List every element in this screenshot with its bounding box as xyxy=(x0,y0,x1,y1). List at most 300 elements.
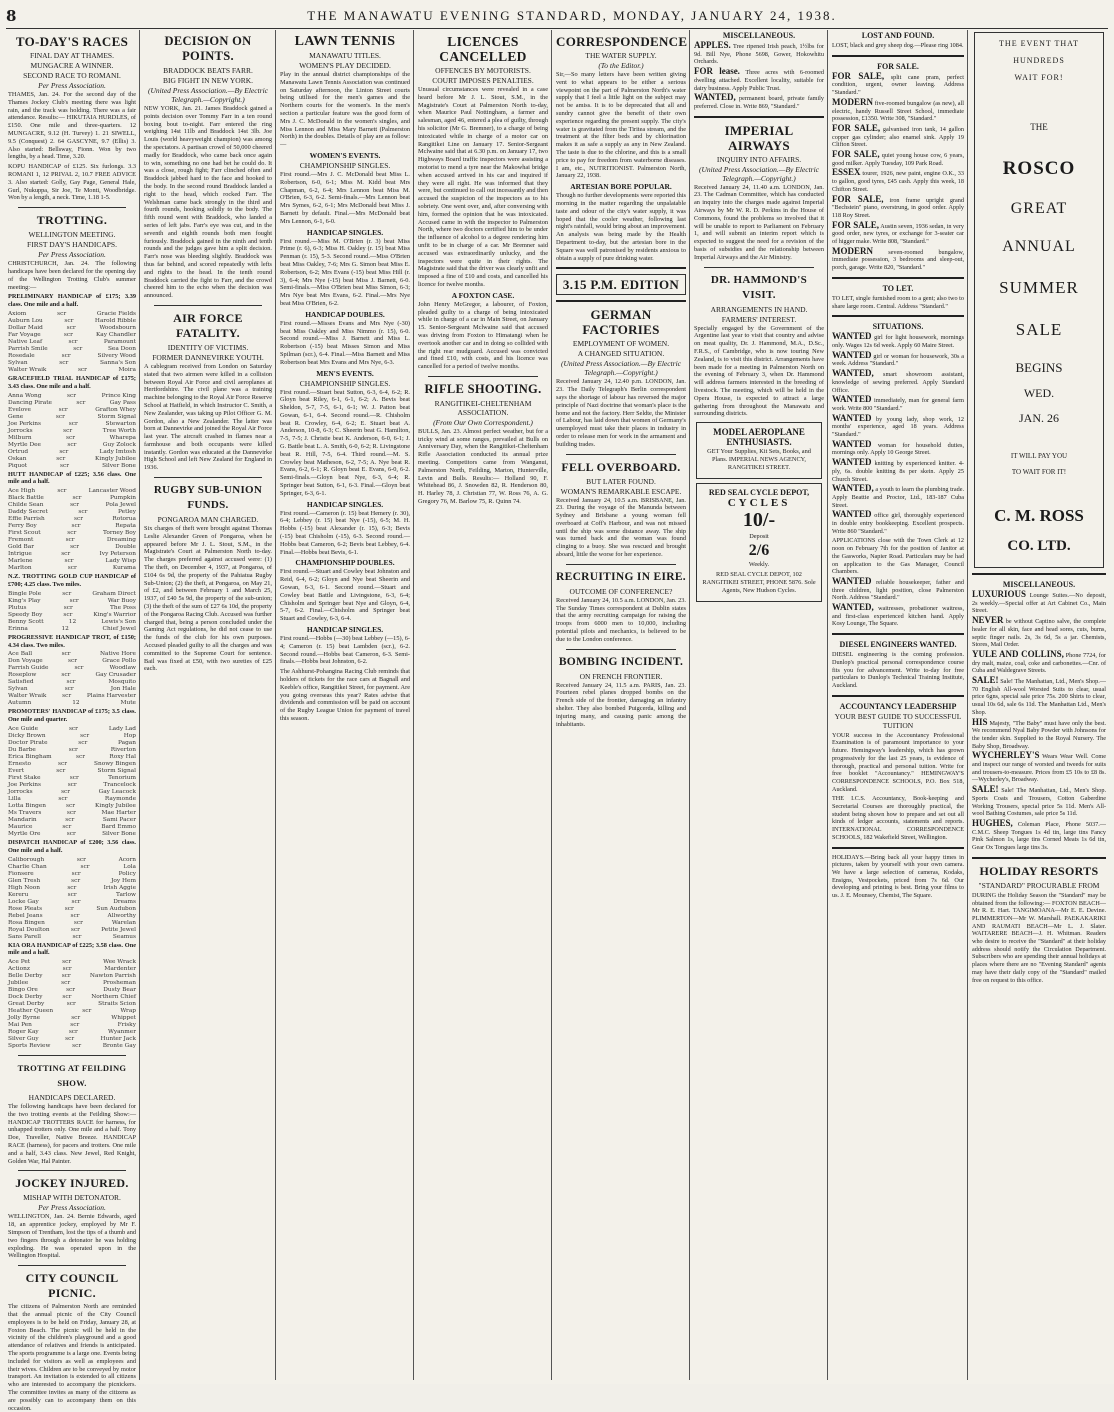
handicap-entry xyxy=(8,1008,136,1015)
aero-heading: MODEL AEROPLANE ENTHUSIASTS. xyxy=(713,427,805,448)
handicap-entry xyxy=(8,456,136,463)
entry-flag: scr xyxy=(70,544,80,551)
entry-other: Stewarton xyxy=(105,420,136,427)
entry-flag: scr xyxy=(66,987,76,994)
handicap-list xyxy=(8,591,136,633)
handicap-list xyxy=(8,726,136,838)
entry-horse: Mandarin xyxy=(8,816,37,823)
classified-ad xyxy=(972,752,1106,784)
handicap-heading: PROGRESSIVE HANDICAP TROT, of £150; 4.34 class. Two miles. xyxy=(8,633,136,649)
overboard-subhead: WOMAN'S REMARKABLE ESCAPE. xyxy=(560,486,682,496)
entry-horse: Far Voyage xyxy=(8,331,41,338)
rosco-company-suffix: CO. LTD. xyxy=(1007,538,1071,554)
entry-horse: Roseplow xyxy=(8,672,37,679)
ad-lead-word: WANTED xyxy=(832,509,872,520)
entry-flag: scr xyxy=(72,495,82,502)
entry-horse: Kereru xyxy=(8,891,29,898)
classified-ad xyxy=(832,96,964,123)
entry-other: Silver Bone xyxy=(102,462,136,469)
handicap-entry xyxy=(8,913,136,920)
handicap-list xyxy=(8,959,136,1050)
situations-ad-list xyxy=(832,333,964,535)
ad-lead-word: FOR SALE, xyxy=(832,193,884,204)
entry-horse: Auburn Lou xyxy=(8,317,43,324)
entry-flag: scr xyxy=(62,590,72,597)
entry-horse: Roger Kay xyxy=(8,1029,39,1036)
handicap-entry xyxy=(8,700,136,707)
decision-headline: DECISION ON POINTS. xyxy=(164,34,252,63)
rosco-tagline: WAIT FOR! xyxy=(1014,73,1064,82)
entry-other: Harold Ribble xyxy=(94,317,136,324)
entry-horse: Myrtle Dee xyxy=(8,441,41,448)
entry-flag: scr xyxy=(62,994,72,1001)
entry-other: Lady Imtosh xyxy=(99,448,136,455)
entry-horse: High Noon xyxy=(8,884,40,891)
entry-flag: scr xyxy=(74,516,84,523)
ad-lead-word: WANTED, xyxy=(832,602,874,613)
handicap-entry xyxy=(8,831,136,838)
ad-text: smart showroom assistant, knowledge of sewing preferred. Apply Standard Office. xyxy=(832,371,964,394)
ad-lead-word: WANTED, xyxy=(694,92,736,103)
entry-horse: Jorrocks xyxy=(8,788,33,795)
entry-other: Paramount xyxy=(103,338,136,345)
entry-other: Straits Scion xyxy=(98,1001,136,1008)
diesel-heading: DIESEL ENGINEERS WANTED. xyxy=(839,640,957,650)
entry-other: Rotorua xyxy=(112,516,136,523)
ad-lead-word: SALE! xyxy=(972,784,999,795)
holiday-headline: HOLIDAY RESORTS xyxy=(979,863,1099,878)
handicap-entry xyxy=(8,857,136,864)
handicap-entry xyxy=(8,400,136,407)
entry-other: Sami Pacer xyxy=(102,816,136,823)
rosco-wed: WED. xyxy=(1023,386,1055,400)
entry-other: Ivy Peterson xyxy=(99,551,136,558)
entry-flag: scr xyxy=(57,760,67,767)
entry-horse: Benny Scott xyxy=(8,618,44,625)
ad-text: girl for light housework, mornings only. Wages 12s 6d week. Apply 60 Maire Street. xyxy=(832,334,964,349)
entry-flag: scr xyxy=(74,665,84,672)
bombing-headline: BOMBING INCIDENT. xyxy=(558,655,684,668)
fatality-headline: AIR FORCE FATALITY. xyxy=(173,310,243,340)
entry-horse: Locke Gay xyxy=(8,898,39,905)
entry-flag: scr xyxy=(62,959,72,966)
handicap-entry xyxy=(8,733,136,740)
entry-flag: scr xyxy=(65,537,75,544)
classified-ad xyxy=(694,94,824,110)
ad-text: Coleman Place, Phone 5037.—C.M.C. Sheep Tongues 1s 4d tin, large tins Fancy Pink Salmon 1s, large tins Corned Meats 1s 6d tin, Gear Ox Tongues large tins 3s. xyxy=(972,820,1106,852)
entry-flag: scr xyxy=(76,856,86,863)
entry-horse: Gold Bar xyxy=(8,544,35,551)
entry-horse: Lilla xyxy=(8,795,21,802)
decision-agency: (United Press Association.—By Electric Telegraph.—Copyright.) xyxy=(148,86,268,104)
entry-other: Jon Hale xyxy=(110,686,136,693)
handicap-heading: GRACEFIELD TRIAL HANDICAP of £175; 3.43 class. One mile and a half. xyxy=(8,374,136,390)
german-headline: GERMAN FACTORIES xyxy=(582,307,660,338)
entry-flag: scr xyxy=(62,693,72,700)
classified-ad xyxy=(972,648,1106,675)
handicap-entry xyxy=(8,488,136,495)
entry-horse: Joe Perkins xyxy=(8,420,42,427)
entry-horse: Silver Guy xyxy=(8,1036,39,1043)
entry-horse: Walter Wraik xyxy=(8,366,47,373)
page-number: 8 xyxy=(6,7,17,25)
entry-flag: scr xyxy=(71,898,81,905)
handicap-list xyxy=(8,651,136,707)
airways-subhead: INQUIRY INTO AFFAIRS. xyxy=(716,154,802,164)
entry-horse: Native Leaf xyxy=(8,338,43,345)
results-body: First round.—Misses Evans and Mrs Nye (-30) beat Miss Oakley and Miss Nimmo (r. 15), 6-0. Second round.—Miss J. Barnett and Miss L. Robertson (-15) beat Misses Simon and Miss Spilman (scr.), 6-4. Final.—Miss Barnett and Miss Robertson beat Mrs Evans and Mrs Nye, 6-3. xyxy=(280,319,410,366)
handicap-entry xyxy=(8,885,136,892)
ad-text: Majesty, "The Baby" must have only the best. We recommend Nyal Baby Powder with Johnsons for the tender skin. Supplied to the Royal Nursery. The Baby Shop, Broadway. xyxy=(972,719,1106,750)
entry-horse: Sylvan xyxy=(8,686,28,693)
entry-flag: scr xyxy=(61,788,71,795)
entry-other: Torney Boy xyxy=(103,530,136,537)
entry-horse: Don Voyage xyxy=(8,658,43,665)
entry-other: Irish Aggie xyxy=(103,884,136,891)
section-subhead: CHAMPIONSHIP SINGLES. xyxy=(299,378,391,388)
jockey-headline: JOCKEY INJURED. xyxy=(15,1176,129,1191)
entry-horse: Lotta Bingen xyxy=(8,802,47,809)
entry-flag: scr xyxy=(78,509,88,516)
results-body: First round.—Cameron (r. 15) beat Hemery (r. 30), 6-4; Lebbey (r. 15) beat Nye (-15), 6-5; M. H. Hobbs (-15) beat Alexander (r. 15), 6-3; Bevis (-15) beat Chisholm (-15), 6-3. Second round.—Hobbs beat Cameron, 6-2; Bevis beat Lebbey, 6-4. Final.—Hobbs beat Bevis, 6-1. xyxy=(280,509,410,556)
situations-more-list xyxy=(832,575,964,628)
ad-text: split cane pram, perfect condition, urgent, owner leaving. Address "Standard." xyxy=(832,73,964,97)
entry-horse: Dock Derby xyxy=(8,994,43,1001)
section-heading: CHAMPIONSHIP DOUBLES. xyxy=(295,558,395,568)
classified-ad xyxy=(832,219,964,246)
entry-other: Grafton Whey xyxy=(95,406,136,413)
lost-heading: LOST AND FOUND. xyxy=(861,31,935,40)
ad-lead-word: APPLES. xyxy=(694,40,731,50)
ad-lead-word: FOR lease. xyxy=(694,66,740,77)
ad-text: Tree ripened Irish peach, 1½lbs for 9d. Bill Nye, Phone 5698, Gower, Hokowhitu Orchards. xyxy=(694,43,824,66)
entry-flag: scr xyxy=(56,767,66,774)
entry-other: Grace Pollo xyxy=(102,658,136,665)
entry-other: Dusty Bear xyxy=(103,987,136,994)
rosco-sale-ad xyxy=(974,32,1104,568)
section-heading: MEN'S EVENTS. xyxy=(316,368,374,378)
handicap-entry xyxy=(8,906,136,913)
forsale-heading: FOR SALE. xyxy=(877,61,919,71)
handicap-list xyxy=(8,488,136,572)
entry-horse: Bingle Pole xyxy=(8,590,42,597)
ad-text: reliable housekeeper, father and three children, light position, close Palmerston North. Address "Standard." xyxy=(832,578,964,602)
entry-horse: Sylvan xyxy=(8,359,28,366)
kopu-results: KOPU HANDICAP of £125. Six furlongs. 3.3 ROMANI 1, 12 PRIVAL 2, 10.7 FREE ADVICE 3. Also started: Golly, Gay Page, General Hale, Gurl, Nukuppa, Sir Joe, Te Monti, Woodbridge. Won by a length, a neck. Time, 1.18 1-5. xyxy=(8,163,136,202)
column-6 xyxy=(690,30,828,1380)
entry-other: Warelan xyxy=(111,919,136,926)
bombing-body: Received January 24, 11.5 a.m. PARIS, Jan. 23. Fourteen rebel planes dropped bombs on the French side of the frontier, damaging an infantry shelter. They also bombed Puigcerda, killing and injuring many, and causing panic among the inhabitants. xyxy=(556,681,686,728)
overboard-body: Received January 24, 10.5 a.m. BRISBANE, Jan. 23. During the voyage of the Manunda between Sydney and Brisbane a young woman fell overboard at Coff's Harbour, and was not missed until the ship was some distance away. The ship was turned back and the woman was found clinging to a buoy. She was rescued and brought aboard, little the worse for her experience. xyxy=(556,496,686,559)
handicap-heading: HUTT HANDICAP of £225; 3.56 class. One mile and a half. xyxy=(8,470,136,486)
entry-flag: scr xyxy=(82,1008,92,1015)
entry-other: Kingly Jubilee xyxy=(95,455,136,462)
handicap-entry xyxy=(8,796,136,803)
entry-horse: Jolly Byrne xyxy=(8,1015,41,1022)
entry-flag: scr xyxy=(80,732,90,739)
handicap-entry xyxy=(8,973,136,980)
ad-text: waitresses, probationer waitress, and first-class experienced kitchen hand. Apply Kosy Lounge, The Square. xyxy=(832,605,964,628)
entry-other: Raymonde xyxy=(104,795,136,802)
handicap-heading: DISPATCH HANDICAP of £200; 3.56 class. One mile and a half. xyxy=(8,838,136,854)
ad-text: quiet young house cow, 6 years, good milker. Apply Tuesday, 109 Park Road. xyxy=(832,152,964,167)
entry-flag: scr xyxy=(67,891,77,898)
cycle-depot: RED SEAL CYCLE DEPOT, xyxy=(708,487,810,497)
entry-flag: scr xyxy=(66,324,76,331)
entry-horse: Caliborough xyxy=(8,856,45,863)
ad-text: woman for household duties, mornings only. Apply 10 George Street. xyxy=(832,441,964,457)
bombing-subhead: ON FRENCH FRONTIER. xyxy=(579,671,663,681)
entry-flag: scr xyxy=(64,905,74,912)
handicap-heading: KIA ORA HANDICAP of £225; 3.58 class. One mile and a half. xyxy=(8,941,136,957)
column-7 xyxy=(828,30,968,1380)
classified-ad xyxy=(972,591,1106,615)
handicap-heading: N.Z. TROTTING GOLD CUP HANDICAP of £700; 4.25 class. Two miles. xyxy=(8,573,136,588)
handicap-entry xyxy=(8,360,136,367)
entry-other: Acorn xyxy=(118,856,136,863)
german-agency: (United Press Association.—By Electric Telegraph.—Copyright.) xyxy=(561,359,681,378)
handicap-entry xyxy=(8,980,136,987)
entry-horse: Plutus xyxy=(8,604,27,611)
ad-text: iron frame upright grand "Bechstein" piano, overstrung, in good order. Apply 118 Roy Street. xyxy=(832,196,964,219)
entry-horse: Fionsere xyxy=(8,870,34,877)
entry-other: Mae Harter xyxy=(101,809,136,816)
entry-horse: Childe Sean xyxy=(8,502,44,509)
entry-flag: scr xyxy=(73,345,83,352)
handicap-entry xyxy=(8,754,136,761)
entry-other: Wharepa xyxy=(109,434,136,441)
handicap-entry xyxy=(8,994,136,1001)
decision-subhead: BIG FIGHT IN NEW YORK. xyxy=(162,76,254,85)
german-subhead: A CHANGED SITUATION. xyxy=(577,349,665,359)
tennis-headline: LAWN TENNIS xyxy=(294,34,396,49)
entry-horse: Charlie Chan xyxy=(8,863,47,870)
handicap-entry xyxy=(8,824,136,831)
handicap-entry xyxy=(8,449,136,456)
handicap-entry xyxy=(8,878,136,885)
entry-flag: scr xyxy=(64,558,74,565)
entry-horse: Satisfied xyxy=(8,679,34,686)
entry-flag: scr xyxy=(68,338,78,345)
ad-text: by young lady, shop work, 12 months' experience, aged 18 years. Address "Standard." xyxy=(832,415,964,439)
entry-horse: Erica Bingham xyxy=(8,753,52,760)
rosco-tagline: THE EVENT THAT xyxy=(999,39,1079,48)
trotting-headline: TROTTING. xyxy=(36,213,108,228)
entry-other: Pagan xyxy=(118,739,136,746)
entry-other: Bronte Gay xyxy=(102,1043,136,1050)
entry-flag: scr xyxy=(77,366,87,373)
licences-subhead: COURT IMPOSES PENALTIES. xyxy=(432,76,534,85)
tolet-heading: TO LET. xyxy=(882,283,914,293)
handicap-entry xyxy=(8,665,136,672)
entry-other: Repata xyxy=(115,523,136,530)
ad-text: knitting by experienced knitter. 4-ply, 6s. double knitting 8s per skein. Apply 25 Church Street. xyxy=(832,460,964,483)
entry-flag: scr xyxy=(66,809,76,816)
results-body: First round.—Hobbs (—30) beat Lebbey (—15), 6-4; Cameron (r. 15) beat Lambden (scr.), 6-2. Second round.—Hobbs beat Cameron, 6-3. Semi-finals.—Hobbs beat Johnston, 6-2. xyxy=(280,635,410,666)
handicap-entry xyxy=(8,339,136,346)
entry-horse: First Scout xyxy=(8,530,41,537)
ad-lead-word: WANTED, xyxy=(832,368,874,379)
entry-horse: Farrish Guide xyxy=(8,665,49,672)
entry-horse: Ernesto xyxy=(8,760,31,767)
entry-other: King's Warrior xyxy=(93,611,136,618)
ad-text: tourer, 1926, new paint, engine O.K., 33 to gallon, good tyres, £45 cash. Apply this week, 18 Chifton Street. xyxy=(832,170,964,193)
accountancy-heading: ACCOUNTANCY LEADERSHIP xyxy=(839,701,957,711)
ad-lead-word: WANTED xyxy=(832,438,872,449)
section-heading: HANDICAP DOUBLES. xyxy=(305,309,385,319)
entry-horse: First Stake xyxy=(8,774,41,781)
entry-other: Trancelock xyxy=(103,781,136,788)
entry-flag: scr xyxy=(72,933,82,940)
entry-other: Mute xyxy=(120,700,136,707)
accountancy-ad: YOUR success in the Accountancy Professional Examination is of paramount importance to your future. Hemingway's leadership, which has grown progressively for the last 25 years, is evidence of thorough, practical and personal tuition. Write for free booklet "Accountancy." HEMINGWAY'S CORRESPONDENCE SCHOOLS, P.O. Box 518, Auckland. xyxy=(832,731,964,793)
entry-other: The Poss xyxy=(110,604,136,611)
entry-other: Hunter Jack xyxy=(100,1036,136,1043)
entry-horse: Jorrocks xyxy=(8,427,33,434)
classified-ad xyxy=(972,677,1106,717)
entry-flag: scr xyxy=(78,739,88,746)
handicap-entry xyxy=(8,726,136,733)
entry-flag: scr xyxy=(70,502,80,509)
rosco-pay: TO WAIT FOR IT! xyxy=(1011,468,1067,476)
handicap-entry xyxy=(8,810,136,817)
ad-text: Three acres with 6-roomed dwelling attached. Excellent locality, suitable for dairy business. Apply Public Trust. xyxy=(694,69,824,92)
entry-other: Silver Bone xyxy=(102,830,136,837)
classified-ad xyxy=(832,396,964,412)
entry-other: Graham Direct xyxy=(92,590,136,597)
ad-lead-word: WANTED xyxy=(832,457,872,468)
handicap-entry xyxy=(8,325,136,332)
entry-flag: scr xyxy=(70,1022,80,1029)
handicap-entry xyxy=(8,502,136,509)
handicap-entry xyxy=(8,693,136,700)
handicap-entry xyxy=(8,605,136,612)
handicap-entry xyxy=(8,591,136,598)
jockey-body: WELLINGTON, Jan. 24. Bernie Edwards, aged 18, an apprentice jockey, employed by Mr F. Simpson of Trentham, lost the tips of a thumb and two fingers through a detonator he was holding exploding. He was operated upon in the Wellington Hospital. xyxy=(8,1213,136,1260)
handicap-entry xyxy=(8,747,136,754)
classified-ad xyxy=(832,604,964,628)
entry-flag: scr xyxy=(65,816,75,823)
handicap-entry xyxy=(8,927,136,934)
foxton-body: John Henry McGregor, a labourer, of Foxton, pleaded guilty to a charge of being intoxicated while in charge of a car in Main Street, on January 15. Senior-Sergeant Mclwaine said that accused was driving from Foxton to Himatangi when he overtook another car and in doing so collided with the right rear mudguard. Accused was convicted and fined £10, with costs, and his licence was cancelled for a period of twelve months. xyxy=(418,300,548,371)
entry-horse: Glen Tresh xyxy=(8,877,41,884)
ad-lead-word: WANTED xyxy=(832,412,872,423)
ad-lead-word: YULE AND COLLINS, xyxy=(972,648,1064,659)
misc-ad-list xyxy=(694,42,824,111)
entry-horse: Joe Perkins xyxy=(8,781,42,788)
hammond-subhead: ARRANGEMENTS IN HAND. xyxy=(710,304,808,314)
misc-ad-list xyxy=(972,591,1106,852)
correspondence-to: (To the Editor.) xyxy=(598,61,644,70)
entry-flag: scr xyxy=(58,795,68,802)
handicap-entry xyxy=(8,428,136,435)
handicap-entry xyxy=(8,686,136,693)
entry-horse: Myrtle Ore xyxy=(8,830,41,837)
entry-flag: scr xyxy=(71,1015,81,1022)
entry-other: Roxy Hal xyxy=(109,753,136,760)
entry-flag: scr xyxy=(66,830,76,837)
classified-ad xyxy=(832,438,964,457)
results-body: First round.—Stuart and Cowley beat Johnston and Reid, 6-4, 6-2; Gloyn and Nye beat Sheerin and Gowan, 6-3, 6-1. Second round.—Stuart and Cowley beat Battle and Livingstone, 6-3, 6-4; Chisholm and Springer beat Nye and Gloyn, 6-4, 5-7, 6-2. Final.—Chisholm and Springer beat Stuart and Cowley, 6-3, 6-4. xyxy=(280,568,410,623)
entry-horse: Rebel Jeans xyxy=(8,912,43,919)
classified-ad xyxy=(972,786,1106,818)
handicap-entry xyxy=(8,414,136,421)
rifle-headline: RIFLE SHOOTING. xyxy=(424,381,542,396)
entry-horse: Dollar Maid xyxy=(8,324,43,331)
entry-flag: scr xyxy=(59,359,69,366)
ad-lead-word: WANTED, xyxy=(832,483,874,494)
entry-flag: scr xyxy=(61,672,71,679)
handicap-entry xyxy=(8,651,136,658)
overboard-headline: FELL OVERBOARD. xyxy=(561,459,681,474)
handicap-entry xyxy=(8,1036,136,1043)
ad-text: Phone 7724, for dry malt, maize, coal, coke and carbonettes.—Cnr. of Cuba and Waldegrave Streets. xyxy=(972,651,1106,675)
entry-flag: scr xyxy=(58,406,68,413)
entry-flag: scr xyxy=(64,317,74,324)
handicap-entry xyxy=(8,775,136,782)
entry-flag: scr xyxy=(67,781,77,788)
handicap-entry xyxy=(8,1001,136,1008)
hammond-body: Specially engaged by the Government of the Argentine last year to visit that country and advise on meat quality, Dr. J. Hammond, M.A., D.Sc., F.R.S., of Cambridge, who is now touring New Zealand, is to visit this district. Arrangements have been made for a meeting in Palmerston North on the evening of February 3, when Dr. Hammond will address farmers interested in the breeding of livestock. The meeting, which will be held in the Opera House, is expected to attract a large gathering from throughout the Manawatu and surrounding districts. xyxy=(694,324,824,418)
entry-flag: scr xyxy=(61,352,71,359)
racing-headline: TO-DAY'S RACES xyxy=(15,34,129,49)
entry-other: Nawton Parrish xyxy=(89,973,136,980)
handicap-entry xyxy=(8,537,136,544)
entry-flag: scr xyxy=(61,551,71,558)
results-body: First round.—Stuart beat Sutton, 6-3, 6-4, 6-2; R. Gloyn beat Riley, 6-1, 6-1, 6-2; A. Bevis beat Sheldon, 5-7, 7-5, 6-1, 6-1; W. J. Patton beat Gowan, 6-1, 6-4. Second round.—R. Chisholm beat R. Crowley, 6-4, 6-2; E. Stuart beat A. Anderson, 10-8, 6-3; C. Sheerin beat G. Hamilton, 7-5, 7-5; J. Christie beat K. Anderson, 6-0, 6-1; J. G. Battle beat L. A. Smith, 6-0, 6-2; R. Livingstone beat R. Hill, 7-5, 6-4. Third round.—M. S. Crowley beat Matheson, 6-2, 7-5; A. Nye beat R. Evans, 6-2, 6-1; R. Gloyn beat E. Evans, 6-0, 6-2. Semi-finals.—Gloyn beat Nye, 6-3, 6-4; R. Springer beat Sutton, 6-1, 6-3. Final.—Gloyn beat Springer, 6-3, 6-1. xyxy=(280,388,410,497)
entry-flag: scr xyxy=(67,530,77,537)
entry-horse: Sports Review xyxy=(8,1043,51,1050)
entry-other: Mardenter xyxy=(104,966,136,973)
classified-ad xyxy=(972,817,1106,852)
entry-flag: scr xyxy=(68,658,77,665)
handicap-entry xyxy=(8,1022,136,1029)
ad-lead-word: FOR SALE, xyxy=(832,149,880,160)
trotting-agency: Per Press Association. xyxy=(38,250,106,260)
entry-other: Guy Zolock xyxy=(102,441,136,448)
entry-flag: scr xyxy=(66,679,76,686)
entry-horse: Rosedale xyxy=(8,352,35,359)
entry-other: Tarlow xyxy=(116,891,136,898)
entry-horse: Oskan xyxy=(8,455,27,462)
handicap-entry xyxy=(8,1015,136,1022)
edition-banner: 3.15 P.M. EDITION xyxy=(556,274,686,295)
ad-text: Wears Wear Well. Come and inspect our range of worsted and tweeds for suits and trousers-to-measure. Prices from £5 10s to £8 8s.—Wycherley's, Broadway. xyxy=(972,753,1106,784)
handicap-entry xyxy=(8,407,136,414)
entry-other: Sun Audubon xyxy=(96,905,136,912)
trotting-body: CHRISTCHURCH, Jan. 24. The following handicaps have been declared for the opening day of the Wellington Trotting Club's summer meeting:— xyxy=(8,260,136,291)
entry-other: Gay Pass xyxy=(109,399,136,406)
artesian-heading: ARTESIAN BORE POPULAR. xyxy=(570,182,672,192)
rifle-body: BULLS, Jan. 23. Almost perfect weather, but for a tricky wind at some ranges, prevailed at Bulls on Anniversary Day, when the Rangitikei-Cheltenham Rifle Association conducted its annual prize meeting. Competitors came from Wanganui, Palmerston North, Feilding, Marton, Hunterville, Levin and Bulls. Results:— Holland 90, F. Whitehead 86, J. Snowden 82, R. Henderson 80, H. Harley 78, J. Christian 77, W. Ross 76, A. G. Gregory 76, M. Barlow 75, R. Quinn 74. xyxy=(418,427,548,506)
entry-horse: Dancing Pirate xyxy=(8,399,52,406)
classified-ad xyxy=(832,193,964,220)
entry-other: Moira xyxy=(118,366,136,373)
rosco-date: JAN. 26 xyxy=(1018,411,1059,425)
entry-other: War Buoy xyxy=(107,597,136,604)
misc-heading: MISCELLANEOUS. xyxy=(722,31,796,40)
handicap-entry xyxy=(8,959,136,966)
ad-lead-word: HUGHES, xyxy=(972,817,1013,828)
handicap-entry xyxy=(8,679,136,686)
entry-flag: scr xyxy=(71,523,81,530)
handicap-entry xyxy=(8,332,136,339)
entry-horse: Rosa Bingen xyxy=(8,919,45,926)
ad-text: immediately, man for general farm work. Write 800 "Standard." xyxy=(832,397,964,412)
ad-lead-word: FOR SALE, xyxy=(832,70,885,81)
ad-lead-word: ESSEX xyxy=(832,167,861,178)
handicap-entry xyxy=(8,495,136,502)
